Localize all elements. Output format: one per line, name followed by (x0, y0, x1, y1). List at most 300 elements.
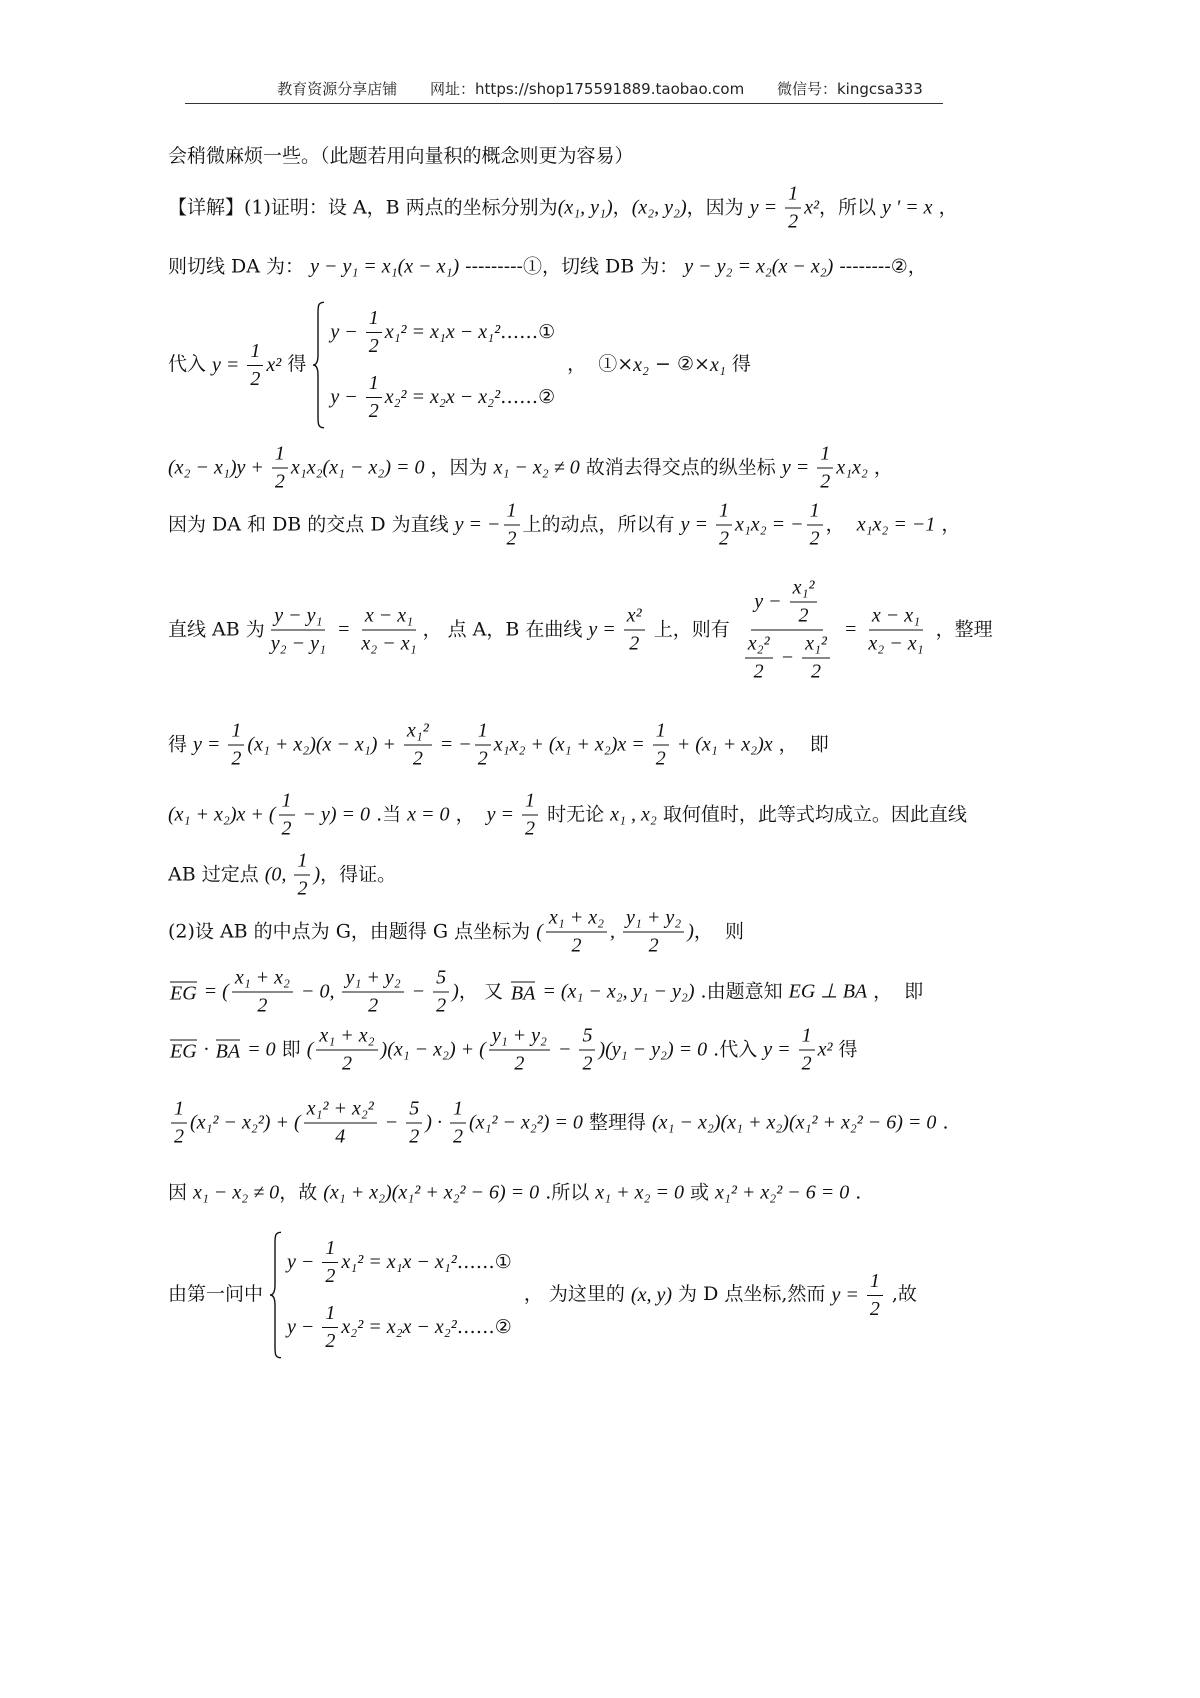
fraction-numerator (475, 720, 491, 746)
fraction-denominator (475, 746, 491, 771)
fraction (624, 605, 645, 656)
fraction-denominator (365, 993, 381, 1018)
math-run: ( (306, 1038, 314, 1061)
math-run: y − y₂ = x₂(x − x₂) (684, 255, 834, 278)
shop-name: 教育资源分享店铺 (277, 80, 398, 98)
math-run: x₂ − x₁ (868, 632, 924, 655)
fraction-numerator (294, 850, 310, 876)
math-run: 2 (582, 1052, 593, 1075)
math-run: 2 (409, 1125, 420, 1148)
math-run: ) · (425, 1111, 447, 1134)
math-run: x = 0 (407, 803, 450, 826)
math-run: y = (588, 618, 621, 641)
fraction (802, 633, 830, 684)
fraction (623, 907, 684, 958)
text-run: (2)设 AB 的中点为 G，由题得 G 点坐标为 (168, 920, 537, 943)
fraction-numerator (366, 307, 382, 333)
fraction (579, 1025, 595, 1076)
shop-url: 网址：https://shop175591889.taobao.com (430, 80, 745, 98)
math-run: 2 (368, 335, 379, 357)
math-run: 1 (506, 499, 517, 522)
fraction-numerator (817, 443, 833, 469)
math-run: 2 (514, 1052, 525, 1075)
fraction-denominator (272, 469, 288, 494)
fraction-numerator (579, 1025, 595, 1051)
text-run: . (936, 1111, 949, 1134)
math-run: 2 (648, 934, 659, 957)
math-run: )(y₁ − y₂) = 0 (598, 1038, 708, 1061)
math-run: − (552, 1038, 577, 1061)
text-run: 即 (275, 1038, 307, 1061)
math-run: 2 (477, 747, 488, 770)
fraction-numerator (807, 500, 823, 526)
fraction-numerator (171, 1098, 187, 1124)
fraction (739, 577, 836, 684)
math-run: ) (313, 863, 321, 886)
fraction-denominator (751, 659, 767, 684)
fraction (546, 907, 607, 958)
fraction-denominator (568, 933, 584, 958)
fraction-numerator (785, 183, 801, 209)
fraction-denominator (808, 659, 824, 684)
math-run: x₂² (747, 632, 770, 655)
math-run: 2 (368, 994, 379, 1017)
fraction-denominator (796, 603, 812, 628)
fraction-denominator (865, 631, 926, 656)
math-run: x₁x₂(x₁ − x₂) = 0 (290, 456, 425, 479)
text-run: ……① (456, 1250, 512, 1273)
fraction (316, 1025, 377, 1076)
fraction-numerator (790, 577, 818, 603)
solution-line (168, 850, 396, 901)
math-run: 1 (452, 1097, 463, 1120)
text-run: 代入 (168, 353, 213, 376)
wechat-id: 微信号：kingcsa333 (776, 80, 923, 98)
fraction-numerator (279, 790, 295, 816)
text-run: 或 (683, 1181, 716, 1204)
math-run: + (x₁ + x₂)x (671, 733, 773, 756)
math-run: (x, y) (630, 1283, 672, 1306)
fraction-denominator (339, 1051, 355, 1076)
fraction-denominator (653, 746, 669, 771)
equation-row (330, 307, 555, 358)
text-run: ， 点 A，B 在曲线 (422, 618, 589, 641)
fraction (294, 850, 310, 901)
math-run: x₁x₂ = − (734, 513, 804, 536)
math-run: x₁² = x₁x − x₁² (341, 1251, 457, 1273)
equation-rows (326, 301, 555, 429)
math-run: y ' = x (882, 196, 933, 219)
text-run: 会稍微麻烦一些。（此题若用向量积的概念则更为容易） (168, 145, 634, 168)
fraction-numerator (247, 340, 263, 366)
fraction-numerator (433, 967, 449, 993)
text-run: ---------①，切线 DB 为： (459, 255, 685, 278)
math-run: 2 (820, 470, 831, 493)
math-run: y = (749, 196, 783, 219)
fraction-denominator (817, 469, 833, 494)
vector: BA (510, 982, 536, 1004)
math-run: y − (330, 321, 363, 343)
fraction-numerator (342, 967, 403, 993)
fraction-denominator (511, 1051, 527, 1076)
math-run: EG ⊥ BA (788, 980, 868, 1003)
text-run: ，整理 (929, 618, 993, 641)
fraction-denominator (626, 631, 642, 656)
math-run: y = − (454, 513, 501, 536)
fraction (799, 1025, 815, 1076)
math-run: x₂ − x₁ (361, 632, 417, 655)
fraction-denominator (358, 631, 419, 656)
fraction (504, 500, 520, 551)
math-run: x₂ (633, 353, 650, 376)
fraction (433, 967, 449, 1018)
math-run: x₁ − x₂ ≠ 0 (193, 1181, 280, 1204)
equation-row (287, 1237, 512, 1288)
fraction (475, 720, 491, 771)
fraction-denominator (366, 398, 382, 423)
math-run: x² (817, 1038, 833, 1061)
solution-line (168, 967, 923, 1018)
fraction (232, 967, 293, 1018)
math-run: 1 (718, 499, 729, 522)
fraction (522, 790, 538, 841)
text-run: ，所以 (818, 196, 883, 219)
fraction-numerator (751, 577, 823, 631)
math-run: 2 (655, 747, 666, 770)
math-run: 2 (801, 1052, 812, 1075)
fraction-numerator (322, 1302, 338, 1328)
fraction (322, 1237, 338, 1288)
fraction (404, 720, 432, 771)
math-run: y = (486, 803, 520, 826)
fraction-numerator (522, 790, 538, 816)
text-run: ， (449, 803, 487, 826)
math-run: y = (763, 1038, 796, 1061)
math-run: x₁x₂ = −1 (856, 513, 936, 536)
math-run: x₁ + x₂ (548, 906, 605, 929)
fraction-numerator (867, 1270, 883, 1296)
text-run: − ②× (649, 353, 710, 376)
solution-line (168, 1098, 949, 1149)
fraction (489, 1025, 550, 1076)
left-brace (269, 1231, 283, 1359)
text-run: 整理得 (582, 1111, 653, 1134)
fraction-numerator (546, 907, 607, 933)
fraction-numerator (653, 720, 669, 746)
fraction-numerator (623, 907, 684, 933)
fraction (304, 1098, 377, 1149)
math-run: 2 (174, 1125, 184, 1148)
fraction-denominator (322, 1328, 338, 1353)
text-run: ，得证。 (320, 863, 397, 886)
text-run: 为 D 点坐标,然而 (672, 1283, 832, 1306)
math-run: y − y₁ (274, 604, 323, 627)
fraction-denominator (785, 209, 801, 234)
math-run: y₂ − y₁ (270, 632, 326, 655)
math-run: ) (452, 980, 459, 1003)
text-run: --------②， (833, 255, 927, 278)
math-run: x₁ + x₂ (234, 966, 290, 989)
math-run: 2 (250, 367, 261, 390)
text-run: .所以 (539, 1181, 596, 1204)
math-run: 2 (452, 1125, 463, 1148)
math-run: x₂² = x₂x − x₂² (384, 386, 501, 408)
math-run: 2 (506, 527, 517, 550)
math-run: = (x₁ − x₂, y₁ − y₂) (537, 980, 695, 1003)
left-brace (312, 301, 326, 429)
math-run: · (198, 1038, 214, 1061)
math-run: 2 (325, 1265, 336, 1287)
fraction-denominator (406, 1124, 422, 1149)
text-run: ， 为这里的 (517, 1283, 631, 1306)
math-run: x² (266, 353, 282, 376)
math-run: y = (680, 513, 713, 536)
math-run: ) (687, 920, 694, 943)
math-run: x₁ − x₂ ≠ 0 (493, 456, 580, 479)
math-run: x₁ , x₂ (610, 803, 657, 826)
math-run: (x₁, y₁) (557, 196, 613, 219)
fraction-numerator (624, 605, 645, 631)
text-run: 得 (168, 733, 194, 756)
text-run: 故消去得交点的纵坐标 (579, 456, 782, 479)
fraction-numerator (745, 633, 773, 659)
math-run: (x₁ + x₂)x + ( (168, 803, 276, 826)
math-run: − (406, 980, 431, 1003)
math-run: , (610, 920, 621, 943)
math-run: y = (212, 353, 245, 376)
text-run: ， (935, 513, 961, 536)
solution-line (168, 500, 960, 551)
text-run: ， 又 (458, 980, 509, 1003)
text-run: 由第一问中 (168, 1283, 264, 1306)
math-run: − 0, (295, 980, 340, 1003)
math-run: (x₂, y₂) (631, 196, 687, 219)
math-run: − (379, 1111, 404, 1134)
fraction-numerator (232, 967, 293, 993)
text-run: .当 (370, 803, 408, 826)
math-run: = (331, 618, 356, 641)
fraction-denominator (279, 816, 295, 841)
fraction (785, 183, 801, 234)
fraction (790, 577, 818, 628)
math-run: 1 (655, 719, 666, 742)
fraction (247, 340, 263, 391)
solution-line (168, 146, 634, 168)
solution-line (168, 720, 829, 771)
fraction-numerator (272, 443, 288, 469)
solution-line (168, 1025, 858, 1076)
text-run: ……① (500, 320, 556, 343)
math-run: 2 (525, 817, 536, 840)
math-run: x₁x₂ + (x₁ + x₂)x = (493, 733, 650, 756)
math-run: x₁ (709, 353, 726, 376)
fraction-numerator (271, 605, 325, 631)
fraction-numerator (406, 1098, 422, 1124)
vector: EG (170, 1040, 197, 1062)
math-run: 2 (869, 1297, 880, 1320)
fraction-denominator (433, 993, 449, 1018)
fraction (342, 967, 403, 1018)
math-run: ( (536, 920, 543, 943)
fraction-numerator (799, 1025, 815, 1051)
math-run: x − x₁ (871, 604, 921, 627)
math-run: 1 (869, 1269, 880, 1292)
fraction-denominator (799, 1051, 815, 1076)
page-header (0, 78, 1200, 99)
math-run: = 0 (242, 1038, 276, 1061)
math-run: 2 (341, 1052, 352, 1075)
math-run: 1 (788, 182, 799, 205)
math-run: = ( (198, 980, 229, 1003)
math-run: 1 (297, 849, 308, 872)
math-run: 1 (174, 1097, 184, 1120)
solution-line (168, 790, 967, 841)
fraction (807, 500, 823, 551)
math-run: y − (287, 1316, 320, 1338)
math-run: y − (330, 386, 363, 408)
text-run: 因为 DA 和 DB 的交点 D 为直线 (168, 513, 455, 536)
math-run: 2 (257, 994, 268, 1017)
fraction (865, 605, 926, 656)
solution-line (168, 1231, 917, 1359)
fraction-denominator (867, 1296, 883, 1321)
math-run: (x₁ + x₂)(x₁² + x₂² − 6) = 0 (323, 1181, 540, 1204)
text-run: ， (612, 196, 632, 219)
text-run: 得 (281, 353, 307, 376)
math-run: 5 (436, 966, 447, 989)
fraction-numerator (489, 1025, 550, 1051)
math-run: 1 (477, 719, 488, 742)
math-run: 5 (409, 1097, 420, 1120)
math-run: 2 (368, 400, 379, 422)
text-run: 得 (725, 353, 751, 376)
text-run: 上，则有 (647, 618, 736, 641)
fraction-numerator (869, 605, 923, 631)
vector: EG (170, 982, 197, 1004)
math-run: 1 (325, 1237, 336, 1259)
math-run: y = (193, 733, 226, 756)
text-run: 上的动点，所以有 (522, 513, 681, 536)
math-run: x₁² + x₂² (306, 1097, 374, 1120)
math-run: − (775, 646, 800, 669)
math-run: 1 (281, 789, 292, 812)
fraction-denominator (332, 1124, 348, 1149)
fraction-denominator (739, 631, 836, 684)
text-run: ， 即 (772, 733, 829, 756)
text-run: 则切线 DA 为： (168, 255, 311, 278)
math-run: y₁ + y₂ (626, 906, 682, 929)
math-run: 2 (571, 934, 582, 957)
solution-line (168, 443, 893, 494)
fraction (272, 443, 288, 494)
fraction-numerator (404, 720, 432, 746)
text-run: 直线 AB 为 (168, 618, 265, 641)
equation-system (312, 301, 555, 429)
fraction-denominator (294, 876, 310, 901)
solution-line (168, 907, 744, 958)
equation-system (269, 1231, 512, 1359)
fraction (817, 443, 833, 494)
math-run: y = (831, 1283, 864, 1306)
math-run: y − (754, 590, 787, 613)
math-run: (x₁ + x₂)(x − x₁) + (247, 733, 401, 756)
text-run: ， 则 (693, 920, 744, 943)
text-run: ，因为 (686, 196, 750, 219)
math-run: x₂² = x₂x − x₂² (341, 1316, 457, 1338)
math-run: = (838, 618, 863, 641)
text-run: ，因为 (424, 456, 494, 479)
math-run: 1 (801, 1024, 812, 1047)
math-run: 2 (412, 747, 423, 770)
math-run: 1 (274, 442, 285, 465)
math-run: x₁² (792, 576, 815, 599)
text-run: ， (825, 513, 857, 536)
math-run: x₁² (805, 632, 827, 655)
fraction (745, 633, 773, 684)
text-run: AB 过定点 (168, 863, 265, 886)
fraction (366, 372, 382, 423)
math-run: 1 (525, 789, 536, 812)
math-run: 2 (811, 660, 821, 683)
fraction (653, 720, 669, 771)
fraction-denominator (322, 1263, 338, 1288)
fraction-numerator (304, 1098, 377, 1124)
math-run: (0, (264, 863, 292, 886)
math-run: y = (781, 456, 815, 479)
math-run: 1 (231, 719, 242, 742)
math-run: x₁x₂ (836, 456, 868, 479)
math-run: x² (804, 196, 819, 219)
fraction (406, 1098, 422, 1149)
vector: BA (215, 1040, 241, 1062)
fraction-denominator (807, 526, 823, 551)
math-run: 2 (436, 994, 447, 1017)
math-run: 1 (368, 372, 379, 394)
solution-line (168, 256, 927, 279)
header-divider (185, 103, 943, 104)
math-run: 1 (368, 307, 379, 329)
math-run: y − (287, 1251, 320, 1273)
fraction-denominator (504, 526, 520, 551)
fraction-denominator (268, 631, 329, 656)
text-run: ， (932, 196, 958, 219)
fraction (366, 307, 382, 358)
solution-line (168, 1182, 861, 1205)
math-run: x − x₁ (364, 604, 414, 627)
math-run: 2 (798, 604, 809, 627)
fraction-numerator (802, 633, 830, 659)
solution-line (168, 577, 993, 684)
text-run: 得 (832, 1038, 858, 1061)
math-run: x₁² + x₂² − 6 = 0 (715, 1181, 850, 1204)
fraction-numerator (504, 500, 520, 526)
fraction (322, 1302, 338, 1353)
math-run: x₁ + x₂ = 0 (595, 1181, 684, 1204)
text-run: 因 (168, 1181, 194, 1204)
fraction-numerator (228, 720, 244, 746)
fraction-numerator (362, 605, 416, 631)
fraction-numerator (366, 372, 382, 398)
equation-rows (283, 1231, 512, 1359)
math-run: 2 (274, 470, 285, 493)
equation-row (287, 1302, 512, 1353)
math-run: 2 (753, 660, 764, 683)
math-run: 2 (718, 527, 729, 550)
fraction-numerator (716, 500, 732, 526)
fraction-denominator (522, 816, 538, 841)
text-run: 【详解】(1)证明：设 A，B 两点的坐标分别为 (168, 196, 558, 219)
solution-line (168, 183, 958, 234)
